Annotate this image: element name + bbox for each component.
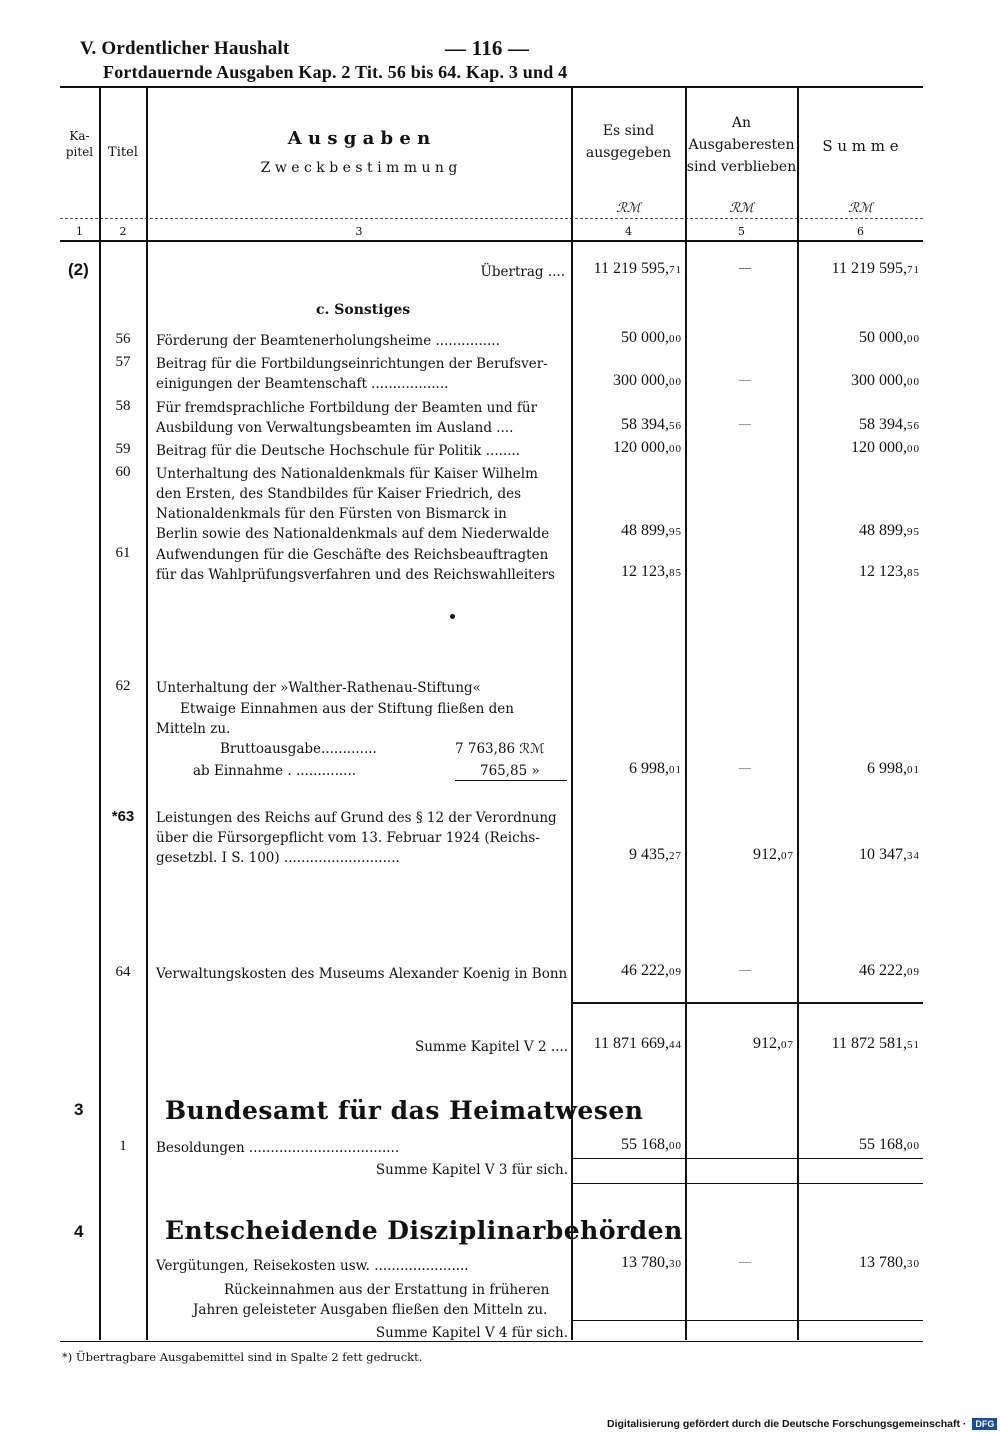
table-bottom-rule [60, 1341, 923, 1342]
kap3-titel: 1 [119, 1138, 127, 1154]
item-text: Aufwendungen für die Geschäfte des Reichsbeauftragten für das Wahlprüfungsverfahren und des Reichswahlleiters [156, 547, 555, 583]
page-subtitle: Fortdauernde Ausgaben Kap. 2 Tit. 56 bis 64. Kap. 3 und 4 [103, 62, 568, 82]
section-title: V. Ordentlicher Haushalt [80, 38, 290, 59]
item62-underline [455, 780, 567, 781]
item64-col6: 46 222,09 [859, 962, 920, 979]
col-number-6: 6 [857, 225, 864, 238]
kap4-note-line2: Jahren geleisteter Ausgaben fließen den Mitteln zu. [193, 1302, 548, 1318]
item62-titel: 62 [115, 678, 131, 694]
item63-col4: 9 435,27 [629, 846, 682, 863]
dfg-logo: DFG [972, 1418, 997, 1430]
section-c-heading: c. Sonstiges [316, 302, 411, 318]
item-titel: 61 [115, 545, 131, 561]
page-number: — 116 — [445, 36, 530, 60]
item-col4: 12 123,85 [621, 563, 682, 580]
unit-col6: ℛℳ [848, 200, 873, 215]
kap2-summe-col6: 11 872 581,51 [831, 1035, 920, 1052]
item62-line3: Mitteln zu. [156, 721, 231, 737]
table-top-rule [60, 86, 923, 88]
col-number-4: 4 [625, 225, 632, 238]
unit-col5: ℛℳ [729, 200, 754, 215]
kap2-summe-label: Summe Kapitel V 2 .... [414, 1039, 568, 1055]
item63-titel: *63 [111, 808, 135, 825]
item-titel: 58 [115, 398, 131, 414]
col-number-1: 1 [76, 225, 83, 238]
col-header-zweck: Z w e c k b e s t i m m u n g [260, 160, 458, 176]
item-col6: 50 000,00 [859, 329, 920, 346]
item-titel: 57 [115, 354, 131, 370]
col-header-kapitel: Ka- pitel [65, 129, 94, 159]
item62-col5: — [739, 760, 751, 774]
uebertrag-col5: — [739, 260, 751, 274]
item-col4: 50 000,00 [621, 329, 682, 346]
col-number-5: 5 [738, 225, 745, 238]
item-col6: 300 000,00 [851, 372, 920, 389]
item-col5: — [739, 372, 751, 386]
item62-einnahme-label: ab Einnahme . .............. [193, 763, 357, 779]
item64-col4: 46 222,09 [621, 962, 682, 979]
col-header-summe: S u m m e [822, 137, 899, 155]
item-col6: 120 000,00 [851, 439, 920, 456]
col-number-3: 3 [355, 225, 363, 238]
item-col4: 58 394,56 [621, 416, 682, 433]
col-header-ausgegeben: Es sind ausgegeben [585, 123, 672, 161]
kap4-text: Vergütungen, Reisekosten usw. ...................... [156, 1258, 469, 1274]
kap4-sum-rule [572, 1320, 923, 1321]
kap4-note-line1: Rückeinnahmen aus der Erstattung in früheren [224, 1282, 550, 1298]
item-col6: 58 394,56 [859, 416, 920, 433]
footer-text: Digitalisierung gefördert durch die Deutsche Forschungsgemeinschaft [607, 1418, 960, 1430]
item-titel: 60 [115, 464, 131, 480]
item-col4: 120 000,00 [613, 439, 682, 456]
item64-titel: 64 [115, 964, 131, 980]
uebertrag-col4: 11 219 595,71 [593, 260, 682, 277]
kap3-text: Besoldungen ................................... [156, 1140, 400, 1156]
header-dash-rule [60, 218, 923, 219]
item-titel: 59 [115, 441, 131, 457]
kap2-sum-rule [572, 1002, 923, 1004]
footnote: *) Übertragbare Ausgabemittel sind in Spalte 2 fett gedruckt. [62, 1350, 423, 1364]
item-text: Beitrag für die Fortbildungseinrichtungen der Berufsver- einigungen der Beamtenschaft .................. [156, 356, 548, 392]
item-col6: 48 899,95 [859, 522, 920, 539]
item63-text: Leistungen des Reichs auf Grund des § 12 der Verordnung über die Fürsorgepflicht vom 13. Februar 1924 (Reichs- gesetzbl. I S. 100) ........................... [156, 810, 557, 866]
bullet-dot [450, 614, 455, 619]
item62-col4: 6 998,01 [629, 760, 682, 777]
item-col5: — [739, 416, 751, 430]
item62-line2: Etwaige Einnahmen aus der Stiftung fließen den [180, 701, 514, 717]
kap3-col6: 55 168,00 [859, 1136, 920, 1153]
item-text: Unterhaltung des Nationaldenkmals für Kaiser Wilhelm den Ersten, des Standbildes für Kaiser Friedrich, des Nationaldenkmals für den Fürsten von Bismarck in Berlin sowie des Nationaldenkmals auf dem Niederwalde [156, 466, 550, 542]
col-header-ausgaben: A u s g a b e n [287, 128, 431, 149]
kap4-col6: 13 780,30 [859, 1254, 920, 1271]
kap2-summe-col5: 912,07 [753, 1035, 794, 1052]
item63-col6: 10 347,34 [859, 846, 920, 863]
item-text: Förderung der Beamtenerholungsheime ............... [156, 333, 500, 349]
item64-col5: — [739, 962, 751, 976]
kap3-sum-rule [572, 1158, 923, 1159]
item-col6: 12 123,85 [859, 563, 920, 580]
item63-col5: 912,07 [753, 846, 794, 863]
item-titel: 56 [115, 331, 131, 347]
item-col4: 48 899,95 [621, 522, 682, 539]
item62-brutto-value: 7 763,86 ℛℳ [455, 741, 545, 757]
kapitel-3-heading: Bundesamt für das Heimatwesen [165, 1096, 644, 1125]
kap3-end-rule [572, 1183, 923, 1184]
item62-einnahme-value: 765,85 » [480, 763, 540, 779]
kap3-summe-label: Summe Kapitel V 3 für sich. [375, 1162, 568, 1178]
item62-line1: Unterhaltung der »Walther-Rathenau-Stiftung« [156, 680, 481, 696]
uebertrag-col6: 11 219 595,71 [831, 260, 920, 277]
unit-col4: ℛℳ [616, 200, 641, 215]
col-number-2: 2 [119, 225, 127, 238]
item-col4: 300 000,00 [613, 372, 682, 389]
kapitel-4-heading: Entscheidende Disziplinarbehörden [165, 1216, 683, 1245]
col-header-titel: Titel [108, 145, 138, 160]
uebertrag-label: Übertrag .... [480, 264, 565, 280]
col-header-ausgabereste: An Ausgaberesten sind verblieben [686, 115, 797, 175]
item62-col6: 6 998,01 [867, 760, 920, 777]
kap2-summe-col4: 11 871 669,44 [593, 1035, 682, 1052]
item-text: Für fremdsprachliche Fortbildung der Beamten und für Ausbildung von Verwaltungsbeamten im Ausland .... [156, 400, 538, 436]
col-divider-2 [146, 86, 148, 1340]
kap4-col5: — [739, 1254, 751, 1268]
footer-credit: Digitalisierung gefördert durch die Deutsche Forschungsgemeinschaft · DFG [607, 1418, 997, 1430]
kap3-col4: 55 168,00 [621, 1136, 682, 1153]
item64-text: Verwaltungskosten des Museums Alexander Koenig in Bonn [156, 966, 568, 982]
kapitel-2-label: (2) [68, 260, 89, 279]
item62-brutto-label: Bruttoausgabe............. [220, 741, 377, 757]
kapitel-3-label: 3 [74, 1100, 84, 1119]
kap4-summe-label: Summe Kapitel V 4 für sich. [375, 1325, 568, 1341]
item-text: Beitrag für die Deutsche Hochschule für Politik ........ [156, 443, 521, 459]
kap4-col4: 13 780,30 [621, 1254, 682, 1271]
kapitel-4-label: 4 [74, 1222, 84, 1241]
